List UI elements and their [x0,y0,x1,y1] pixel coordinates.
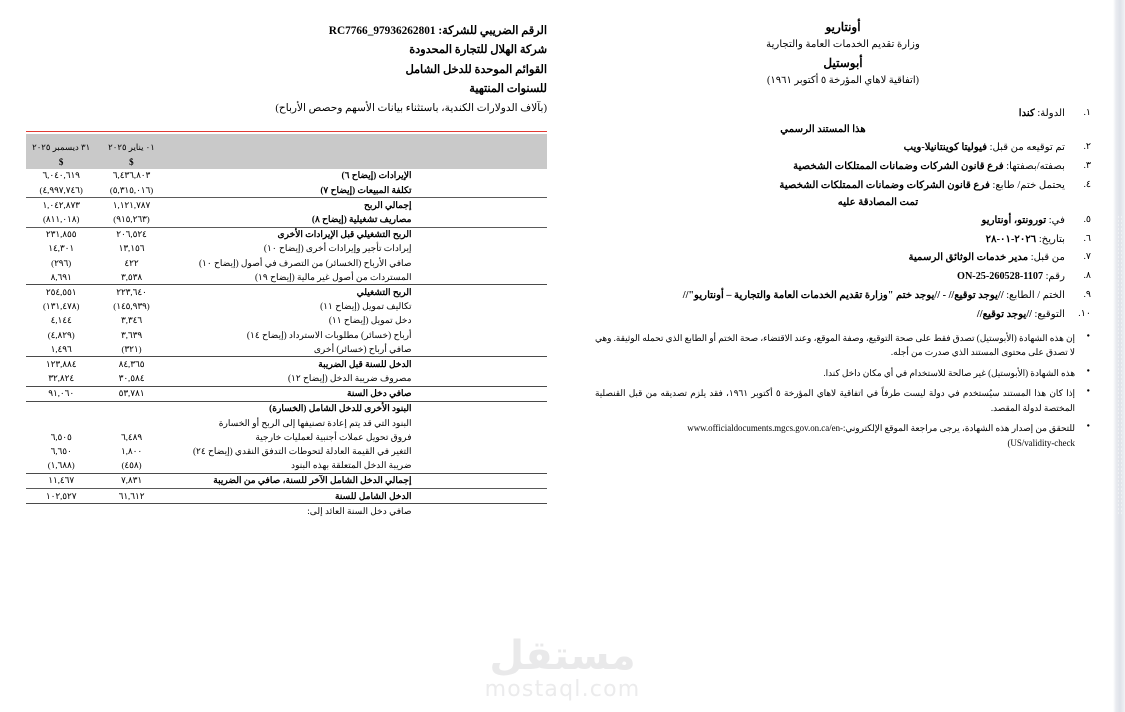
row-spacer [412,227,547,242]
apostille-title-block [595,18,1091,90]
row-label: مصاريف تشغيلية (إيضاح ٨) [311,214,412,225]
row-label: تكلفة المبيعات (إيضاح ٧) [320,184,412,195]
row-label: المستردات من أصول غير مالية (إيضاح ١٩) [255,271,412,282]
column-2-date: ٣١ ديسمبر ٢٠٢٥ [32,142,91,153]
row-value-col-1: ٦,٤٣٦,٨٠٣ [112,170,151,181]
row-spacer [412,300,547,314]
table-row [26,256,547,270]
row-value-col-1 [96,504,166,519]
row-value-col-1: (٣٢١) [121,343,142,354]
table-row [26,198,547,213]
row-value-col-2: ١٠٢,٥٢٧ [26,489,96,504]
row-spacer [412,314,547,328]
table-row [26,386,547,401]
apostille-item [595,159,1091,174]
row-spacer [412,285,547,300]
apostille-note: ● إن هذه الشهادة (الأبوستيل) تصدق فقط على صحة التوقيع، وصفة الموقع، وعند الاقتضاء، صحة الختم أو الطابع الذي تحمله الوثيقة. وهي لا تصدق على محتوى المستند الذي صدرت من أجله. [595,331,1091,360]
apostille-item-label: التوقيع: [1031,308,1065,320]
row-value-col-2: ٨,٦٩١ [50,271,72,282]
row-value-col-1: ٣,٦٣٩ [120,329,143,340]
financial-content [0,0,565,518]
table-row [26,169,547,183]
row-label: صافي دخل السنة [167,386,412,401]
row-value-col-1 [96,416,166,430]
header-spacer [412,134,547,169]
row-value-col-2 [26,401,96,416]
apostille-content [565,0,1125,450]
column-2-currency: $ [58,157,64,168]
row-label: البنود الأخرى للدخل الشامل (الخسارة) [167,401,412,416]
header-col-2 [26,134,96,169]
row-value-col-2 [26,416,96,430]
row-value-col-1: ٢٢٣,٦٤٠ [96,285,166,300]
income-statement-table-wrap [26,129,547,518]
ministry-name: وزارة تقديم الخدمات العامة والتجارية [766,39,920,51]
row-value-col-2: (٢٩٦) [51,257,72,268]
company-name: شركة الهلال للتجارة المحدودة [409,44,547,57]
row-label: الربح التشغيلي [167,285,412,300]
table-row [26,473,547,488]
convention-reference: (اتفاقية لاهاي المؤرخة ٥ أكتوبر ١٩٦١) [767,75,919,87]
apostille-item [595,307,1091,322]
table-row [26,489,547,504]
row-value-col-2: (٨١١,٠١٨) [42,214,80,225]
header-label-cell [167,134,412,169]
apostille-notes-list [595,331,1091,450]
row-value-col-2: ١,٠٤٢,٨٧٣ [26,198,96,213]
row-spacer [412,270,547,285]
row-value-col-2: (١,٦٨٨) [47,460,75,471]
apostille-item-label: الدولة: [1034,107,1065,119]
row-value-col-2: ٢٥٤,٥٥١ [26,285,96,300]
income-statement-body [26,169,547,519]
row-value-col-1: ١,١٢١,٧٨٧ [96,198,166,213]
header-col-1 [96,134,166,169]
table-row [26,444,547,458]
row-value-col-1: ٦١,٦١٢ [96,489,166,504]
apostille-item-label: الختم / الطابع: [1003,289,1065,301]
apostille-note: ● إذا كان هذا المستند سيُستخدم في دولة ليست طرفاً في اتفاقية لاهاي المؤرخة ٥ أكتوبر ١٩٦١، فقد يلزم تصديقه من قبل القنصلية المختصة لدولة المقصد. [595,386,1091,415]
table-row [26,342,547,357]
apostille-item-value: //يوجد توقيع// [976,308,1032,320]
apostille-item-label: من قبل: [1028,252,1065,264]
row-value-col-1: ١,٨٠٠ [120,446,143,457]
table-header-band [26,134,547,169]
row-value-col-1: ٢٠٦,٥٢٤ [96,227,166,242]
apostille-item-label: رقم: [1043,271,1065,283]
row-value-col-1: ٧,٨٣١ [96,473,166,488]
apostille-item-value: ON-25-260528-1107 [957,271,1044,283]
row-spacer [412,183,547,198]
row-value-col-2: ٦,٦٥٠ [50,446,72,457]
row-label: دخل تمويل (إيضاح ١١) [328,315,412,326]
row-spacer [412,198,547,213]
row-label: صافي أرباح (خسائر) أخرى [313,343,412,354]
row-label: الدخل للسنة قبل الضريبة [167,357,412,372]
table-row [26,401,547,416]
row-value-col-1: (٥,٣١٥,٠١٦) [109,184,154,195]
row-label: الدخل الشامل للسنة [167,489,412,504]
row-label: صافي دخل السنة العائد إلى: [167,504,412,519]
row-value-col-2: ١٤,٣٠١ [48,243,75,254]
row-label: ضريبة الدخل المتعلقة بهذه البنود [291,460,412,471]
apostille-item [595,269,1091,284]
watermark-arabic-text: مستقل [489,633,636,679]
apostille-item-value: فرع قانون الشركات وضمانات الممتلكات الشخصية [793,161,1004,173]
apostille-item-value: مدير خدمات الوثائق الرسمية [908,252,1029,264]
table-row [26,242,547,256]
apostille-note: ● هذه الشهادة (الأبوستيل) غير صالحة للاستخدام في أي مكان داخل كندا. [595,366,1091,380]
table-row [26,285,547,300]
apostille-item-value: كندا [1018,107,1035,119]
statement-title: القوائم الموحدة للدخل الشامل [405,63,547,76]
period-label: للسنوات المنتهية [469,83,547,96]
row-label: التغير في القيمة العادلة لتحوطات التدفق النقدي (إيضاح ٢٤) [192,446,412,457]
verification-note-text: للتحقق من إصدار هذه الشهادة، يرجى مراجعة الموقع الإلكتروني: [842,423,1075,434]
row-value-col-1: ١٣,١٥٦ [118,243,145,254]
row-value-col-1: ٤٢٢ [124,257,139,268]
row-value-col-1: ٣,٥٣٨ [120,271,143,282]
red-accent-line [26,131,547,133]
row-label: إيرادات تأجير وإيرادات أخرى (إيضاح ١٠) [263,243,412,254]
row-value-col-1: (٤٥٨) [121,460,142,471]
row-value-col-2: ١,٤٩٦ [50,343,72,354]
row-spacer [412,489,547,504]
row-value-col-1 [96,401,166,416]
apostille-item [595,106,1091,121]
apostille-item [595,288,1091,303]
row-value-col-2: (٤,٩٩٧,٧٤٦) [39,184,83,195]
table-row [26,227,547,242]
apostille-item-label: بتاريخ: [1036,233,1065,245]
apostille-item-value: //يوجد توقيع// - //يوجد ختم "وزارة تقديم الخدمات العامة والتجارية – أونتاريو"// [682,289,1004,301]
verification-url-continued[interactable]: (US/validity-check [1007,437,1075,448]
table-row [26,328,547,342]
apostille-item [595,178,1091,193]
company-tax-id: الرقم الضريبي للشركة: 97936262801_RC7766 [328,25,547,37]
row-spacer [412,212,547,227]
row-spacer [412,372,547,387]
apostille-item [595,140,1091,155]
row-spacer [412,473,547,488]
apostille-item-value: تورونتو، أونتاريو [981,214,1047,226]
row-value-col-2: ١٢٣,٨٨٤ [26,357,96,372]
table-row [26,183,547,198]
row-label: إجمالي الربح [167,198,412,213]
row-value-col-2: ٩١,٠٦٠ [26,386,96,401]
apostille-item [595,250,1091,265]
apostille-item-value: فرع قانون الشركات وضمانات الممتلكات الشخصية [779,179,990,191]
apostille-item [595,232,1091,247]
row-spacer [412,430,547,444]
row-label: الربح التشغيلي قبل الإيرادات الأخرى [167,227,412,242]
column-1-currency: $ [129,157,134,168]
watermark-domain-text: mostaql.com [484,677,641,702]
row-label: أرباح (خسائر) مطلوبات الاسترداد (إيضاح ١٤) [246,329,412,340]
row-value-col-1: (١٤٥,٩٣٩) [113,301,150,312]
row-label: إجمالي الدخل الشامل الآخر للسنة، صافي من الضريبة [167,473,412,488]
row-label: صافي الأرباح (الخسائر) من التصرف في أصول (إيضاح ١٠) [198,257,412,268]
row-value-col-1: (٩١٥,٢٦٣) [113,214,150,225]
table-row [26,430,547,444]
province-name: أونتاريو [825,20,861,34]
row-label: مصروف ضريبة الدخل (إيضاح ١٢) [287,373,412,384]
row-spacer [412,357,547,372]
row-spacer [412,328,547,342]
row-spacer [412,256,547,270]
row-spacer [412,416,547,430]
table-row [26,416,547,430]
apostille-item-label: تم توقيعه من قبل: [987,142,1065,154]
apostille-page [565,0,1125,712]
apostille-item-value: فيوليتا كوينتانيلا-ويب [903,142,988,154]
units-note: (بآلاف الدولارات الكندية، باستثناء بيانات الأسهم وحصص الأرباح) [275,102,547,114]
row-spacer [412,401,547,416]
apostille-heading: أبوستيل [823,55,863,70]
row-spacer [412,169,547,183]
row-label: تكاليف تمويل (إيضاح ١١) [320,301,412,312]
table-row [26,372,547,387]
row-label: فروق تحويل عملات أجنبية لعمليات خارجية [255,431,412,442]
row-value-col-2: ٦,٥٠٥ [50,431,72,442]
apostille-verification-note [595,421,1091,450]
row-spacer [412,386,547,401]
row-value-col-2: ٢٣١,٨٥٥ [26,227,96,242]
row-spacer [412,504,547,519]
apostille-field-list [595,106,1091,322]
table-row [26,357,547,372]
certified-note: تمت المصادقة عليه [837,196,919,208]
row-value-col-1: ٦,٤٨٩ [120,431,143,442]
apostille-item-label: بصفته/بصفتها: [1003,161,1065,173]
table-row [26,504,547,519]
row-value-col-1: ٥٣,٧٨١ [96,386,166,401]
row-value-col-2: ١١,٤٦٧ [26,473,96,488]
apostille-item-label: يحتمل ختم/ طابع: [989,179,1065,191]
table-row [26,300,547,314]
row-value-col-2: ٦,٠٤٠,٦١٩ [42,170,80,181]
apostille-item [595,213,1091,228]
row-value-col-1: ٣٠,٥٨٤ [118,373,145,384]
row-spacer [412,444,547,458]
row-value-col-2: ٤,١٤٤ [50,315,72,326]
table-row [26,270,547,285]
row-value-col-1: ٣,٣٤٦ [120,315,143,326]
verification-url[interactable]: www.officialdocuments.mgcs.gov.on.ca/en- [687,423,843,434]
official-document-note: هذا المستند الرسمي [780,124,866,136]
table-row [26,314,547,328]
column-1-date: ٠١ يناير ٢٠٢٥ [108,142,155,153]
apostille-item-value: ٢٠٢٦-٠١-٢٨ [985,233,1037,245]
table-row [26,459,547,474]
row-value-col-2: (١٣١,٤٧٨) [42,301,80,312]
row-spacer [412,342,547,357]
row-label: البنود التي قد يتم إعادة تصنيفها إلى الربح أو الخسارة [218,417,412,428]
income-statement-table [26,129,547,518]
row-spacer [412,242,547,256]
row-value-col-2: ٣٢,٨٢٤ [48,373,75,384]
row-label: الإيرادات (إيضاح ٦) [341,170,412,181]
row-spacer [412,459,547,474]
table-row [26,212,547,227]
row-value-col-2 [26,504,96,519]
row-value-col-2: (٤,٨٢٩) [47,329,75,340]
apostille-item-label: في: [1046,214,1065,226]
financial-header [26,22,547,118]
row-value-col-1: ٨٤,٣٦٥ [96,357,166,372]
